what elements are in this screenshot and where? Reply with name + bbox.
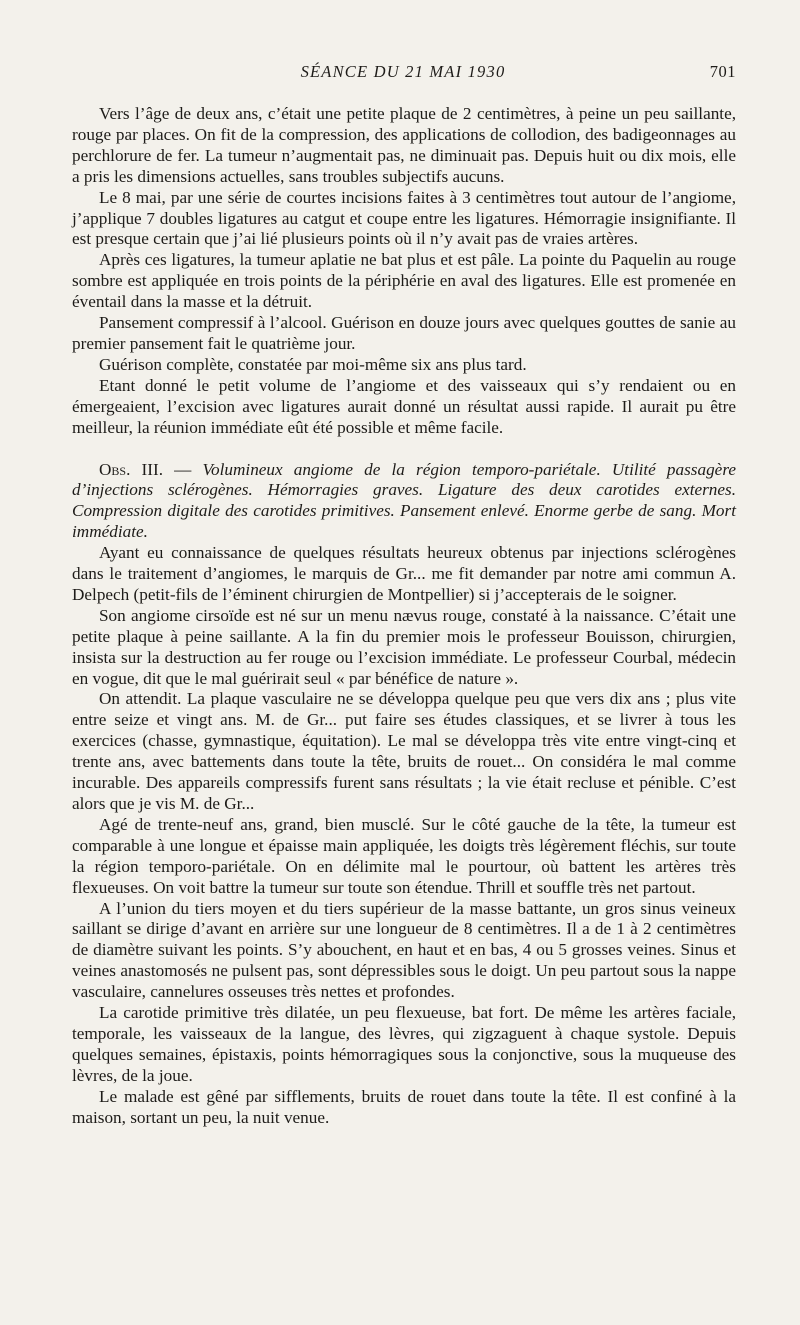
paragraph: Son angiome cirsoïde est né sur un menu nævus rouge, constaté à la naissance. C’était une petite plaque à peine saillante. A la fin du premier mois le professeur Bouisson, chirurgien, insista sur la destruction au fer rouge ou l’excision immédiate. Le professeur Courbal, médecin en vogue, dit que le mal guérirait seul « par bénéfice de nature ».	[72, 605, 736, 688]
paragraph: Guérison complète, constatée par moi-même six ans plus tard.	[99, 354, 527, 374]
paragraph: La carotide primitive très dilatée, un peu flexueuse, bat fort. De même les artères faciale, temporale, les vaisseaux de la langue, des lèvres, qui zigzaguent à chaque systole. Depuis quelques semaines, épistaxis, points hémorragiques sous la conjonctive, sous la muqueuse des lèvres, de la joue.	[72, 1003, 736, 1085]
paragraph: Etant donné le petit volume de l’angiome et des vaisseaux qui s’y rendaient ou en émergeaient, l’excision avec ligatures aurait donné un résultat aussi rapide. Il aurait pu être meilleur, la réunion immédiate eût été possible et même facile.	[72, 375, 736, 437]
paragraph: Le 8 mai, par une série de courtes incisions faites à 3 centimètres tout autour de l’angiome, j’applique 7 doubles ligatures au catgut et coupe entre les ligatures. Hémorragie insignifiante. Il est presque certain que j’ai lié plusieurs points où il n’y avait pas de vraies artères.	[72, 187, 736, 249]
page-number: 701	[709, 62, 736, 81]
running-header	[70, 62, 736, 84]
paragraph: Après ces ligatures, la tumeur aplatie ne bat plus et est pâle. La pointe du Paquelin au rouge sombre est appliquée en trois points de la périphérie en aval des ligatures. Elle est promenée en éventail dans la masse et la détruit.	[72, 250, 736, 312]
paragraph: Le malade est gêné par sifflements, bruits de rouet dans toute la tête. Il est confiné à la maison, sortant un peu, la nuit venue.	[72, 1086, 736, 1127]
paragraph: Vers l’âge de deux ans, c’était une petite plaque de 2 centimètres, à peine un peu saillante, rouge par places. On fit de la compression, des applications de collodion, des badigeonnages au perchlorure de fer. La tumeur n’augmentait pas, ne diminuait pas. Depuis huit ou dix mois, elle a pris les dimensions actuelles, sans troubles subjectifs aucuns.	[72, 104, 736, 186]
paragraph: Pansement compressif à l’alcool. Guérison en douze jours avec quelques gouttes de sanie au premier pansement fait le quatrième jour.	[72, 313, 736, 353]
observation-label: Obs. III. —	[99, 459, 192, 479]
paragraph: Agé de trente-neuf ans, grand, bien musclé. Sur le côté gauche de la tête, la tumeur est comparable à une longue et épaisse main appliquée, les doigts très légèrement fléchis, sur toute la région temporo-pariétale. On en délimite mal le pourtour, où battent les artères très flexueuses. On voit battre la tumeur sur toute son étendue. Thrill et souffle très net partout.	[72, 814, 736, 897]
body-text	[72, 104, 736, 1129]
paragraph: A l’union du tiers moyen et du tiers supérieur de la masse battante, un gros sinus veineux saillant se dirige d’avant en arrière sur une longueur de 8 centimètres. Il a de 1 à 2 centimètres de diamètre suivant les points. S’y abouchent, en haut et en bas, 4 ou 5 grosses veines. Sinus et veines anastomosés ne pulsent pas, sont dépressibles sous le doigt. Un peu partout sous la nappe vasculaire, cannelures osseuses très nettes et profondes.	[72, 898, 736, 1002]
observation-title: Volumineux angiome de la région temporo-pariétale. Utilité passagère d’injections sclérogènes. Hémorragies graves. Ligature des deux carotides externes. Compression digitale des carotides primitives. Pansement enlevé. Enorme gerbe de sang. Mort immédiate.	[72, 459, 736, 542]
observation-heading	[72, 460, 736, 544]
paragraph: On attendit. La plaque vasculaire ne se développa quelque peu que vers dix ans ; plus vite entre seize et vingt ans. M. de Gr... put faire ses études classiques, et se livrer à tous les exercices (chasse, gymnastique, équitation). Le mal se développa très vite entre vingt-cinq et trente ans, avec battements dans toute la tête, bruits de rouet... On considéra le mal comme incurable. Des appareils compressifs furent sans résultats ; la vie était recluse et pénible. C’est alors que je vis M. de Gr...	[72, 689, 736, 813]
paragraph: Ayant eu connaissance de quelques résultats heureux obtenus par injections sclérogènes dans le traitement d’angiomes, le marquis de Gr... me fit demander par notre ami commun A. Delpech (petit-fils de l’éminent chirurgien de Montpellier) si j’accepterais de le soigner.	[72, 543, 736, 604]
running-title: SÉANCE DU 21 MAI 1930	[300, 62, 506, 81]
